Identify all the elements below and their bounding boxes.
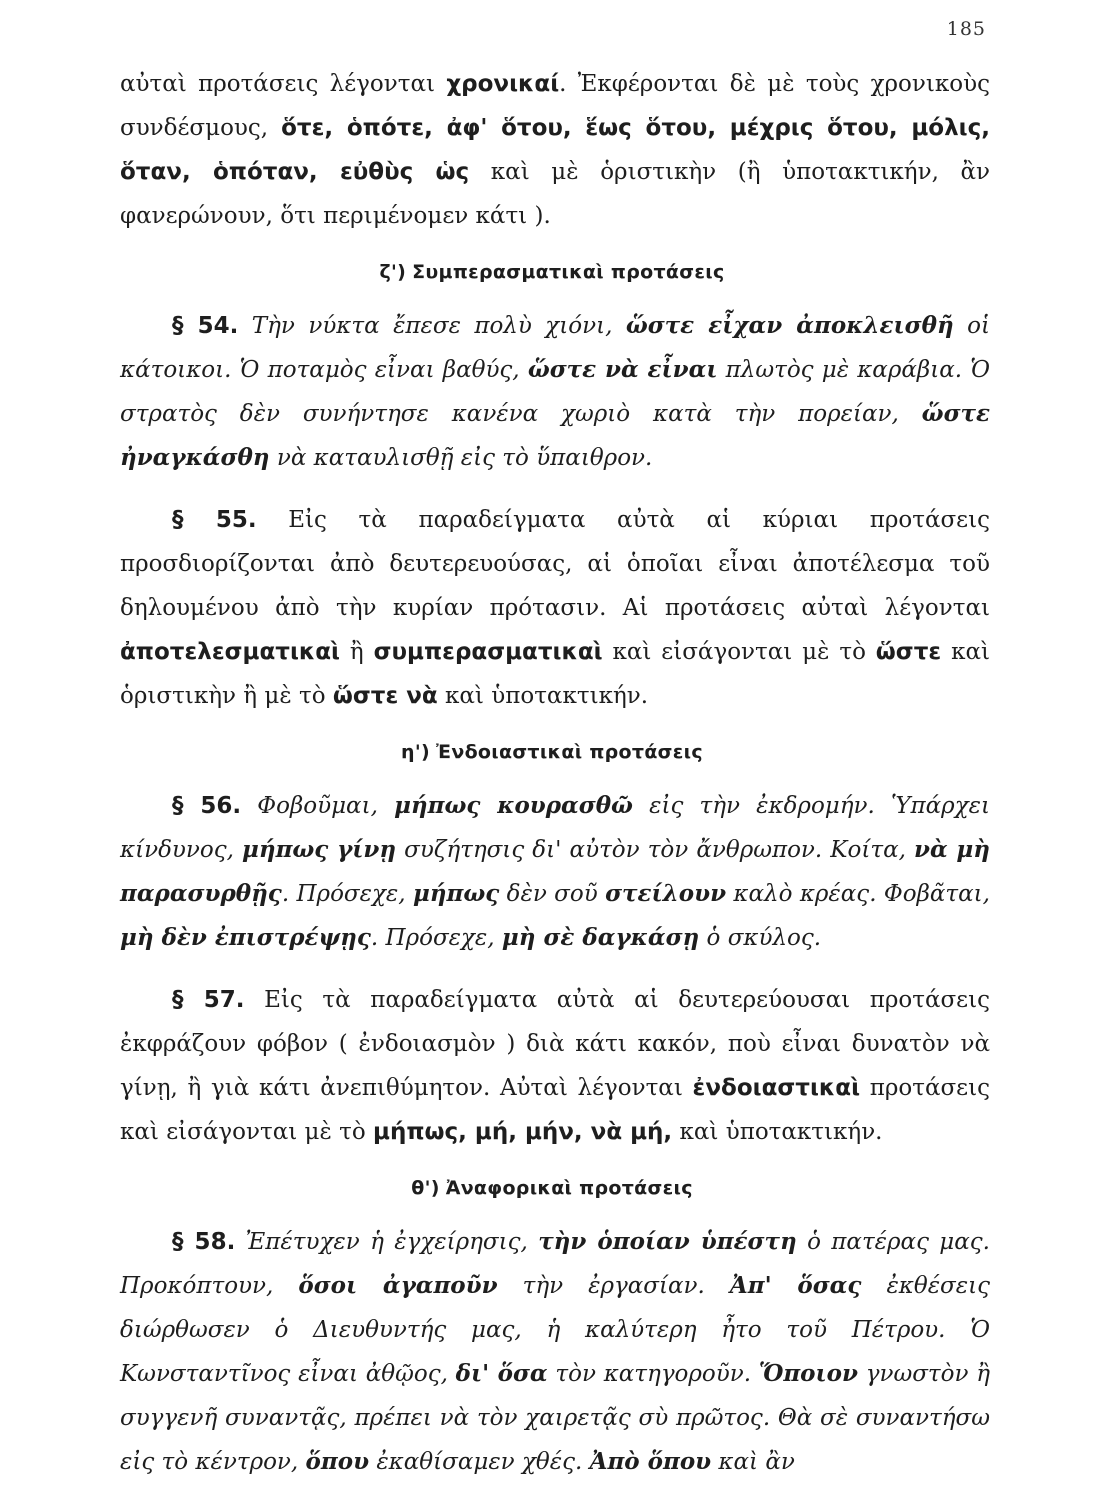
paragraph-56: § 56. Φοβοῦμαι, μήπως κουρασθῶ εἰς τὴν ἐκδρομήν. Ὑπάρχει κίνδυνος, μήπως γίνῃ συζήτησις δι' αὐτὸν τὸν ἄνθρωπον. Κοίτα, νὰ μὴ παρασυρθῇς. Πρόσεχε, μήπως δὲν σοῦ στείλουν καλὸ κρέας. Φοβᾶται, μὴ δὲν ἐπιστρέψῃς. Πρόσεχε, μὴ σὲ δαγκάσῃ ὁ σκύλος. [120,792,990,951]
section-heading-zeta: ζ') Συμπερασματικαὶ προτάσεις [379,261,725,283]
paragraph-55: § 55. Εἰς τὰ παραδείγματα αὐτὰ αἱ κύριαι προτάσεις προσδιορίζονται ἀπὸ δευτερευούσας, αἱ ὁποῖαι εἶναι ἀποτέλεσμα τοῦ δηλουμένου ἀπὸ τὴν κυρίαν πρότασιν. Αἱ προτάσεις αὐταὶ λέγονται ἀποτελεσματικαὶ ἢ συμπερασματικαὶ καὶ εἰσάγονται μὲ τὸ ὥστε καὶ ὁριστικὴν ἢ μὲ τὸ ὥστε νὰ καὶ ὑποτακτικήν. [120,507,990,709]
section-number: § 55. [172,507,257,533]
paragraph-54: § 54. Τὴν νύκτα ἔπεσε πολὺ χιόνι, ὥστε εἶχαν ἀποκλεισθῆ οἱ κάτοικοι. Ὁ ποταμὸς εἶναι βαθύς, ὥστε νὰ εἶναι πλωτὸς μὲ καράβια. Ὁ στρατὸς δὲν συνήντησε κανένα χωριὸ κατὰ τὴν πορείαν, ὥστε ἠναγκάσθη νὰ καταυλισθῇ εἰς τὸ ὕπαιθρον. [120,312,991,471]
page-body [120,62,990,1484]
paragraph-57: § 57. Εἰς τὰ παραδείγματα αὐτὰ αἱ δευτερεύουσαι προτάσεις ἐκφράζουν φόβον ( ἐνδοιασμὸν ) διὰ κάτι κακόν, ποὺ εἶναι δυνατὸν νὰ γίνῃ, ἢ γιὰ κάτι ἀνεπιθύμητον. Αὐταὶ λέγονται ἐνδοιαστικαὶ προτάσεις καὶ εἰσάγονται μὲ τὸ μήπως, μή, μήν, νὰ μή, καὶ ὑποτακτικήν. [120,987,990,1145]
section-number: § 58. [172,1229,236,1255]
section-number: § 56. [172,793,242,819]
section-heading-theta: θ') Ἀναφορικαὶ προτάσεις [411,1177,693,1199]
term-chronikai: χρονικαί [446,71,560,97]
temporal-conjunctions: ὅτε, ὁπότε, ἀφ' ὅτου, ἕως ὅτου, μέχρις ὅτου, μόλις, ὅταν, ὁπόταν, εὐθὺς ὡς [120,115,990,185]
paragraph-58: § 58. Ἐπέτυχεν ἡ ἐγχείρησις, τὴν ὁποίαν ὑπέστη ὁ πατέρας μας. Προκόπτουν, ὅσοι ἀγαποῦν τὴν ἐργασίαν. Ἀπ' ὅσας ἐκθέσεις διώρθωσεν ὁ Διευθυντής μας, ἡ καλύτερη ἦτο τοῦ Πέτρου. Ὁ Κωνσταντῖνος εἶναι ἀθῷος, δι' ὅσα τὸν κατηγοροῦν. Ὅποιον γνωστὸν ἢ συγγενῆ συναντᾷς, πρέπει νὰ τὸν χαιρετᾷς σὺ πρῶτος. Θὰ σὲ συναντήσω εἰς τὸ κέντρον, ὅπου ἐκαθίσαμεν χθές. Ἀπὸ ὅπου καὶ ἂν [120,1228,990,1475]
section-number: § 57. [172,987,245,1013]
section-number: § 54. [172,313,239,339]
page-number: 185 [946,18,986,40]
intro-paragraph: αὐταὶ προτάσεις λέγονται χρονικαί. Ἐκφέρονται δὲ μὲ τοὺς χρονικοὺς συνδέσμους, ὅτε, ὁπότε, ἀφ' ὅτου, ἕως ὅτου, μέχρις ὅτου, μόλις, ὅταν, ὁπόταν, εὐθὺς ὡς καὶ μὲ ὁριστικὴν (ἢ ὑποτακτικήν, ἂν φανερώνουν, ὅτι περιμένομεν κάτι ). [120,71,990,229]
section-heading-eta: η') Ἐνδοιαστικαὶ προτάσεις [401,741,703,763]
